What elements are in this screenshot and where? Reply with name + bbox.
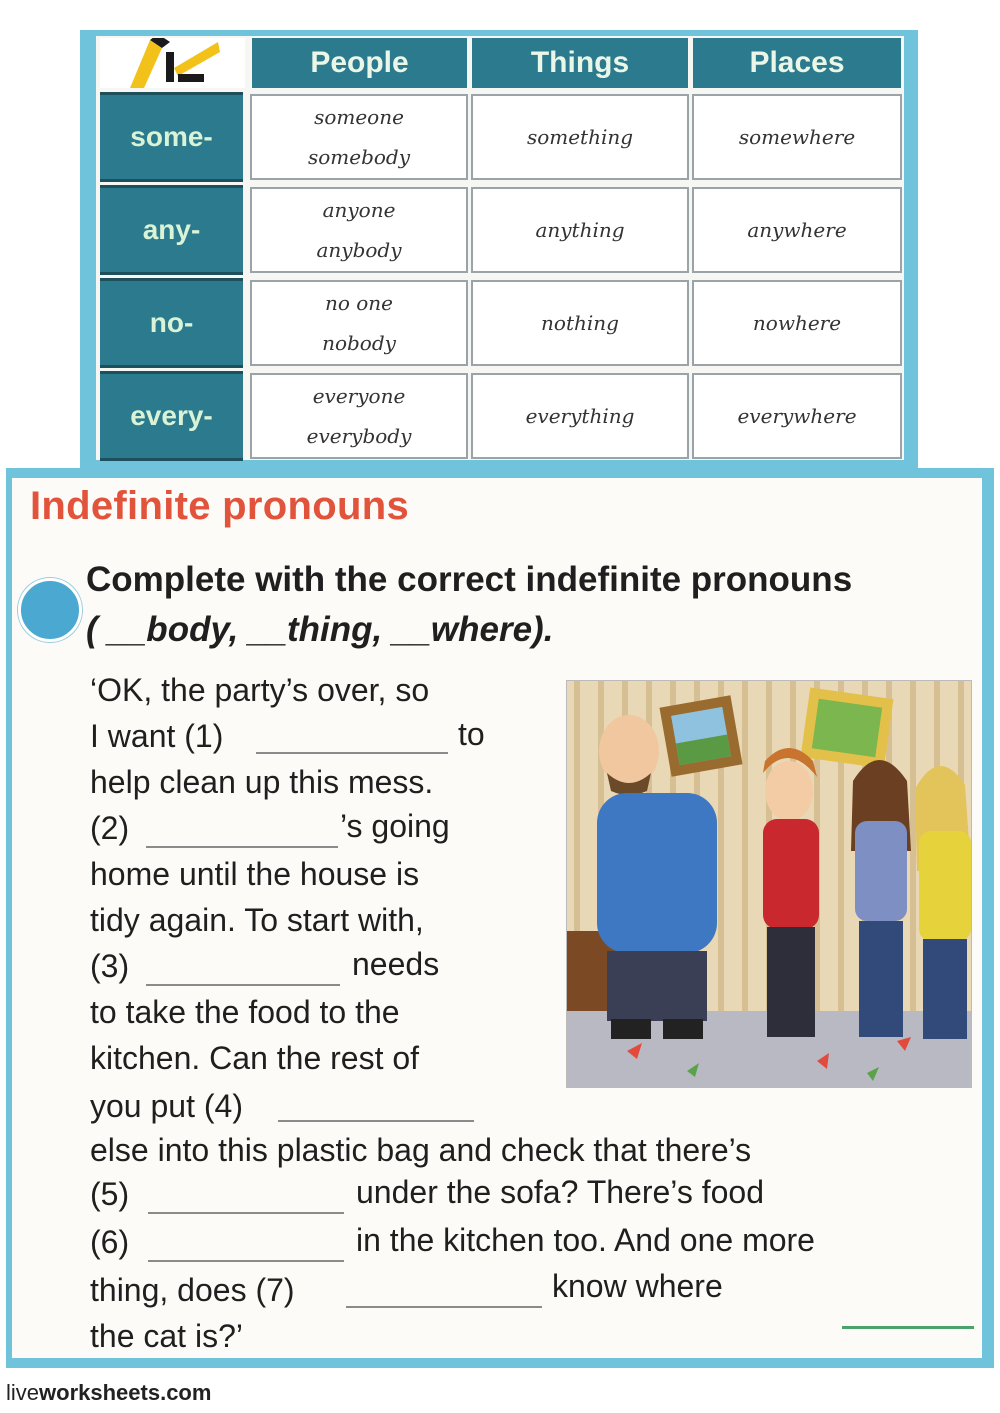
header-places: Places <box>693 38 901 88</box>
cell-every-places: everywhere <box>692 373 902 459</box>
text-line: (6) <box>90 1224 130 1260</box>
answer-input-5[interactable] <box>148 1174 344 1214</box>
cell-text: everyone <box>312 384 406 408</box>
text-line: ‘OK, the party’s over, so <box>90 672 430 708</box>
footer-brand[interactable] <box>6 1380 211 1406</box>
answer-input-7[interactable] <box>346 1268 542 1308</box>
text-line: (3) <box>90 948 130 984</box>
cell-every-people <box>250 373 468 459</box>
brand-live: live <box>6 1380 40 1405</box>
row-label-some: some- <box>100 92 243 182</box>
instruction-main: Complete with the correct indefinite pronouns <box>86 560 853 599</box>
answer-input-1[interactable] <box>256 714 448 754</box>
brand-worksheets: worksheets <box>39 1380 161 1405</box>
row-label-no: no- <box>100 278 243 368</box>
exercise-instruction <box>86 555 966 655</box>
text-line: I want (1) <box>90 718 224 754</box>
text-line: home until the house is <box>90 856 420 892</box>
answer-input-2[interactable] <box>146 808 338 848</box>
answer-input-3[interactable] <box>146 946 340 986</box>
text-line: else into this plastic bag and check that there’s <box>90 1132 752 1168</box>
text-line: know where <box>552 1268 723 1304</box>
text-line: to take the food to the <box>90 994 400 1030</box>
text-line: you put (4) <box>90 1088 243 1124</box>
cell-some-things: something <box>471 94 689 180</box>
exercise-title: Indefinite pronouns <box>30 484 410 528</box>
text-line: kitchen. Can the rest of <box>90 1040 420 1076</box>
party-cleanup-illustration <box>566 680 972 1088</box>
text-line: needs <box>352 946 440 982</box>
cell-text: everybody <box>306 424 412 448</box>
header-people: People <box>252 38 467 88</box>
brand-tld: .com <box>160 1380 212 1405</box>
cell-any-things: anything <box>471 187 689 273</box>
cell-any-people <box>250 187 468 273</box>
cell-text: somebody <box>307 145 411 169</box>
cell-no-things: nothing <box>471 280 689 366</box>
cell-text: someone <box>314 105 404 129</box>
cell-some-places: somewhere <box>692 94 902 180</box>
text-line: to <box>458 716 485 752</box>
cell-every-things: everything <box>471 373 689 459</box>
text-line: ’s going <box>340 808 450 844</box>
row-label-every: every- <box>100 371 243 461</box>
cell-some-people <box>250 94 468 180</box>
cell-text: no one <box>324 291 394 315</box>
answer-input-4[interactable] <box>278 1082 474 1122</box>
text-line: help clean up this mess. <box>90 764 434 800</box>
table-corner-illustration <box>100 38 245 88</box>
text-line: (2) <box>90 810 130 846</box>
text-line: (5) <box>90 1176 130 1212</box>
instruction-hint: ( __body, __thing, __where). <box>86 610 554 649</box>
text-line: under the sofa? There’s food <box>356 1174 764 1210</box>
exercise-number-circle <box>18 578 82 642</box>
cell-no-places: nowhere <box>692 280 902 366</box>
cell-any-places: anywhere <box>692 187 902 273</box>
cell-text: nobody <box>322 331 396 355</box>
text-line: thing, does (7) <box>90 1272 295 1308</box>
header-things: Things <box>472 38 688 88</box>
text-line: in the kitchen too. And one more <box>356 1222 815 1258</box>
answer-input-6[interactable] <box>148 1222 344 1262</box>
cell-no-people <box>250 280 468 366</box>
text-line: tidy again. To start with, <box>90 902 424 938</box>
decorative-divider <box>842 1326 974 1329</box>
cell-text: anybody <box>316 238 402 262</box>
row-label-any: any- <box>100 185 243 275</box>
cell-text: anyone <box>322 198 396 222</box>
text-line: the cat is?’ <box>90 1318 243 1354</box>
